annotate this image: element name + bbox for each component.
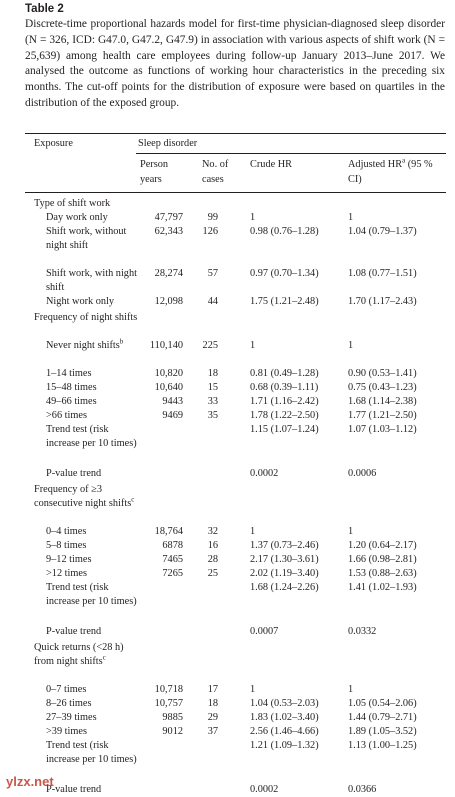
no-cases-cell: 225 (202, 340, 218, 351)
row-label-text: Never night shifts (46, 340, 120, 351)
row-label-text: 0–4 times (46, 526, 87, 537)
group-rule (136, 153, 446, 154)
crude-hr-cell: 1 (250, 526, 256, 537)
adjusted-hr-cell: 0.0332 (348, 626, 377, 637)
adjusted-hr-cell: 1 (348, 212, 354, 223)
header-person-years: Person years (140, 159, 169, 185)
adjusted-hr-cell: 1.08 (0.77–1.51) (348, 268, 417, 279)
row-label (46, 711, 138, 725)
row-label (46, 381, 138, 395)
row-label-text: P-value trend (46, 784, 102, 795)
table-caption: Discrete-time proportional hazards model for first-time physician-diagnosed sleep disorder (N = 326, ICD: G47.0, G47.2, G47.9) in association with various aspects of shift work (N = 25,639) among health care employees during follow-up January 2013–June 2017. We analysed the outcome as functions of working hour characteristics in the preceding six months. The cut-off points for the distribution of exposure were based on quartiles in the distribution of the exposed group. (25, 18, 445, 109)
crude-hr-cell: 1.68 (1.24–2.26) (250, 582, 319, 593)
row-label-text: 8–26 times (46, 698, 92, 709)
crude-hr-cell: 1.75 (1.21–2.48) (250, 296, 319, 307)
adjusted-hr-cell: 1.05 (0.54–2.06) (348, 698, 417, 709)
crude-hr-cell: 1 (250, 340, 256, 351)
row-label (46, 783, 138, 797)
watermark-logo: ylzx.net (6, 774, 54, 789)
adjusted-hr-cell: 1.41 (1.02–1.93) (348, 582, 417, 593)
row-label (46, 367, 138, 381)
row-label-text: 1–14 times (46, 368, 92, 379)
adjusted-hr-cell: 1.44 (0.79–2.71) (348, 712, 417, 723)
crude-hr-cell: 1.15 (1.07–1.24) (250, 424, 319, 435)
row-label-text: Night work only (46, 296, 115, 307)
person-years-cell: 62,343 (154, 226, 183, 237)
person-years-cell: 28,274 (154, 268, 183, 279)
person-years-cell: 7265 (162, 568, 183, 579)
no-cases-cell: 16 (207, 540, 218, 551)
crude-hr-cell: 1.83 (1.02–3.40) (250, 712, 319, 723)
person-years-cell: 12,098 (154, 296, 183, 307)
crude-hr-cell: 2.02 (1.19–3.40) (250, 568, 319, 579)
row-label (46, 409, 138, 423)
crude-hr-cell: 0.0007 (250, 626, 279, 637)
row-label (46, 225, 138, 254)
person-years-cell: 9443 (162, 396, 183, 407)
row-label-text: Shift work, without night shift (46, 226, 127, 252)
no-cases-cell: 28 (207, 554, 218, 565)
row-label (34, 641, 138, 670)
row-label-text: 49–66 times (46, 396, 97, 407)
row-label-text: P-value trend (46, 626, 102, 637)
row-label (46, 739, 138, 768)
adjusted-hr-cell: 1.77 (1.21–2.50) (348, 410, 417, 421)
row-label-text: 15–48 times (46, 382, 97, 393)
row-label (46, 339, 138, 353)
row-label (46, 423, 138, 452)
row-label-text: Trend test (risk increase per 10 times) (46, 424, 137, 450)
row-label (46, 625, 138, 639)
no-cases-cell: 126 (202, 226, 218, 237)
row-footnote-mark: b (119, 337, 124, 346)
header-no-cases: No. of cases (202, 159, 229, 185)
person-years-cell: 9012 (162, 726, 183, 737)
no-cases-cell: 33 (207, 396, 218, 407)
row-label-text: Shift work, with night shift (46, 268, 137, 294)
crude-hr-cell: 0.0002 (250, 784, 279, 795)
row-label-text: >66 times (46, 410, 87, 421)
row-label (46, 525, 138, 539)
row-label-text: 27–39 times (46, 712, 97, 723)
row-label (46, 395, 138, 409)
row-label (46, 267, 138, 296)
row-label-text: Trend test (risk increase per 10 times) (46, 582, 137, 608)
row-label-text: Quick returns (<28 h) from night shifts (34, 642, 124, 668)
top-rule (25, 133, 446, 134)
crude-hr-cell: 0.0002 (250, 468, 279, 479)
header-adjusted-hr (348, 157, 446, 187)
person-years-cell: 9469 (162, 410, 183, 421)
crude-hr-cell: 0.68 (0.39–1.11) (250, 382, 319, 393)
adjusted-hr-cell: 1 (348, 340, 354, 351)
adjusted-hr-cell: 1.20 (0.64–2.17) (348, 540, 417, 551)
person-years-cell: 47,797 (154, 212, 183, 223)
row-label-text: Frequency of night shifts (34, 312, 138, 323)
adjusted-hr-cell: 1.04 (0.79–1.37) (348, 226, 417, 237)
adjusted-hr-cell: 1.07 (1.03–1.12) (348, 424, 417, 435)
crude-hr-cell: 1.78 (1.22–2.50) (250, 410, 319, 421)
no-cases-cell: 99 (207, 212, 218, 223)
person-years-cell: 10,820 (154, 368, 183, 379)
row-label (46, 725, 138, 739)
header-crude-hr: Crude HR (250, 159, 293, 170)
person-years-cell: 110,140 (149, 340, 183, 351)
adjusted-hr-cell: 1.53 (0.88–2.63) (348, 568, 417, 579)
crude-hr-cell: 1.37 (0.73–2.46) (250, 540, 319, 551)
adjusted-hr-footnote: a (402, 156, 406, 165)
crude-hr-cell: 1 (250, 212, 256, 223)
adjusted-hr-cell: 0.0366 (348, 784, 377, 795)
crude-hr-cell: 1 (250, 684, 256, 695)
no-cases-cell: 18 (207, 368, 218, 379)
crude-hr-cell: 2.17 (1.30–3.61) (250, 554, 319, 565)
row-label-text: >12 times (46, 568, 87, 579)
table-label: Table 2 (25, 3, 64, 15)
adjusted-hr-cell: 0.75 (0.43–1.23) (348, 382, 417, 393)
crude-hr-cell: 2.56 (1.46–4.66) (250, 726, 319, 737)
row-label-text: 5–8 times (46, 540, 87, 551)
header-sleep-disorder: Sleep disorder (138, 138, 198, 149)
row-label (46, 539, 138, 553)
crude-hr-cell: 1.04 (0.53–2.03) (250, 698, 319, 709)
adjusted-hr-cell: 1.70 (1.17–2.43) (348, 296, 417, 307)
adjusted-hr-cell: 1.89 (1.05–3.52) (348, 726, 417, 737)
row-label (34, 311, 138, 325)
adjusted-hr-cell: 1 (348, 526, 354, 537)
row-footnote-mark: c (102, 653, 106, 662)
row-label (46, 567, 138, 581)
row-label (46, 467, 138, 481)
row-label-text: Frequency of ≥3 consecutive night shifts (34, 484, 132, 510)
adjusted-hr-text: Adjusted HR (348, 159, 403, 170)
row-label (46, 211, 138, 225)
crude-hr-cell: 1.71 (1.16–2.42) (250, 396, 319, 407)
adjusted-hr-cell: 0.0006 (348, 468, 377, 479)
row-footnote-mark: c (131, 495, 135, 504)
adjusted-hr-cell: 0.90 (0.53–1.41) (348, 368, 417, 379)
row-label-text: 0–7 times (46, 684, 87, 695)
no-cases-cell: 44 (207, 296, 218, 307)
no-cases-cell: 32 (207, 526, 218, 537)
adjusted-hr-cell: 1.68 (1.14–2.38) (348, 396, 417, 407)
person-years-cell: 9885 (162, 712, 183, 723)
row-label-text: Trend test (risk increase per 10 times) (46, 740, 137, 766)
header-bottom-rule (25, 192, 446, 193)
person-years-cell: 7465 (162, 554, 183, 565)
row-label-text: Day work only (46, 212, 108, 223)
row-label (46, 683, 138, 697)
row-label (46, 295, 138, 309)
adjusted-hr-ci: (95 % CI) (348, 159, 433, 185)
row-label (46, 581, 138, 610)
no-cases-cell: 15 (207, 382, 218, 393)
person-years-cell: 10,718 (154, 684, 183, 695)
no-cases-cell: 25 (207, 568, 218, 579)
no-cases-cell: 29 (207, 712, 218, 723)
no-cases-cell: 17 (207, 684, 218, 695)
row-label-text: P-value trend (46, 468, 102, 479)
row-label-text: 9–12 times (46, 554, 92, 565)
row-label (34, 197, 138, 211)
no-cases-cell: 37 (207, 726, 218, 737)
crude-hr-cell: 0.98 (0.76–1.28) (250, 226, 319, 237)
row-label (34, 483, 138, 512)
crude-hr-cell: 0.81 (0.49–1.28) (250, 368, 319, 379)
crude-hr-cell: 0.97 (0.70–1.34) (250, 268, 319, 279)
row-label-text: Type of shift work (34, 198, 111, 209)
no-cases-cell: 35 (207, 410, 218, 421)
header-exposure: Exposure (34, 138, 73, 149)
person-years-cell: 18,764 (154, 526, 183, 537)
person-years-cell: 10,757 (154, 698, 183, 709)
row-label (46, 697, 138, 711)
person-years-cell: 6878 (162, 540, 183, 551)
no-cases-cell: 57 (207, 268, 218, 279)
row-label (46, 553, 138, 567)
person-years-cell: 10,640 (154, 382, 183, 393)
adjusted-hr-cell: 1.66 (0.98–2.81) (348, 554, 417, 565)
no-cases-cell: 18 (207, 698, 218, 709)
crude-hr-cell: 1.21 (1.09–1.32) (250, 740, 319, 751)
adjusted-hr-cell: 1 (348, 684, 354, 695)
row-label-text: >39 times (46, 726, 87, 737)
adjusted-hr-cell: 1.13 (1.00–1.25) (348, 740, 417, 751)
